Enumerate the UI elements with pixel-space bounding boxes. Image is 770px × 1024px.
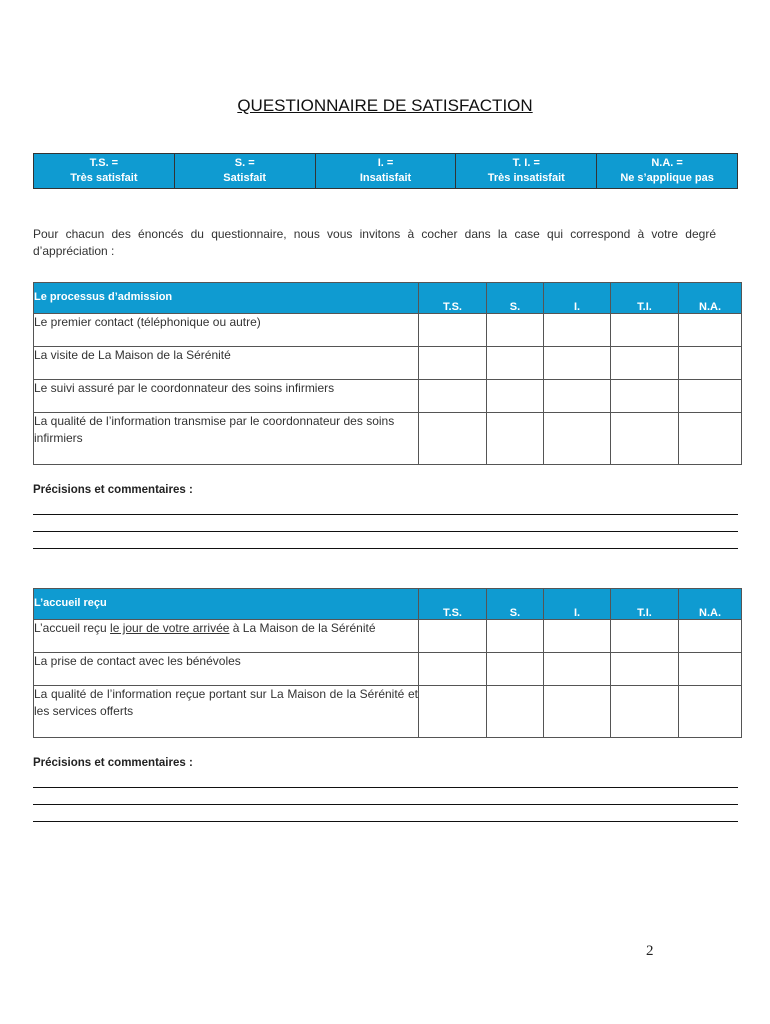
legend-ts (34, 154, 175, 188)
comments-label: Précisions et commentaires : (33, 484, 193, 496)
checkbox-ts[interactable] (419, 686, 487, 738)
col-header-ti: T.I. (611, 589, 679, 620)
checkbox-ts[interactable] (419, 413, 487, 465)
question-text: Le premier contact (téléphonique ou autre) (34, 314, 419, 347)
comment-line[interactable] (33, 548, 738, 549)
legend-meaning: Insatisfait (359, 172, 412, 184)
checkbox-ts[interactable] (419, 314, 487, 347)
col-header-i: I. (544, 589, 611, 620)
checkbox-na[interactable] (679, 347, 742, 380)
checkbox-ti[interactable] (611, 620, 679, 653)
checkbox-na[interactable] (679, 686, 742, 738)
legend-abbr: T.S. = (89, 157, 119, 169)
legend-s (175, 154, 316, 188)
legend-abbr: I. = (377, 157, 394, 169)
comments-label: Précisions et commentaires : (33, 757, 193, 769)
question-text: La prise de contact avec les bénévoles (34, 653, 419, 686)
checkbox-i[interactable] (544, 380, 611, 413)
checkbox-na[interactable] (679, 620, 742, 653)
col-header-ts: T.S. (419, 589, 487, 620)
checkbox-na[interactable] (679, 314, 742, 347)
col-header-ts: T.S. (419, 283, 487, 314)
comment-line[interactable] (33, 514, 738, 515)
checkbox-i[interactable] (544, 686, 611, 738)
checkbox-i[interactable] (544, 314, 611, 347)
question-text: La qualité de l’information reçue portant sur La Maison de la Sérénité et les services offerts (34, 686, 419, 738)
comment-line[interactable] (33, 787, 738, 788)
intro-text: Pour chacun des énoncés du questionnaire, nous vous invitons à cocher dans la case qui correspond à votre degré d’appréciation : (33, 227, 716, 258)
legend-abbr: T. I. = (512, 157, 540, 169)
checkbox-i[interactable] (544, 653, 611, 686)
checkbox-ti[interactable] (611, 686, 679, 738)
question-text: L’accueil reçu le jour de votre arrivée à La Maison de la Sérénité (34, 620, 419, 653)
checkbox-s[interactable] (487, 413, 544, 465)
checkbox-s[interactable] (487, 380, 544, 413)
checkbox-na[interactable] (679, 380, 742, 413)
col-header-s: S. (487, 589, 544, 620)
checkbox-ti[interactable] (611, 314, 679, 347)
comment-line[interactable] (33, 531, 738, 532)
admission-table (33, 282, 742, 465)
col-header-i: I. (544, 283, 611, 314)
page-title: QUESTIONNAIRE DE SATISFACTION (237, 96, 533, 115)
legend-meaning: Ne s’applique pas (620, 172, 714, 184)
col-header-s: S. (487, 283, 544, 314)
table-row (34, 686, 742, 738)
underlined-phrase: le jour de votre arrivée (110, 621, 230, 635)
question-text: Le suivi assuré par le coordonnateur des soins infirmiers (34, 380, 419, 413)
welcome-table (33, 588, 742, 738)
section-title: L’accueil reçu (34, 589, 419, 620)
col-header-ti: T.I. (611, 283, 679, 314)
legend-i (316, 154, 457, 188)
table-row (34, 413, 742, 465)
legend-abbr: N.A. = (651, 157, 683, 169)
checkbox-i[interactable] (544, 413, 611, 465)
comment-line[interactable] (33, 804, 738, 805)
legend-na (597, 154, 737, 188)
checkbox-s[interactable] (487, 653, 544, 686)
checkbox-s[interactable] (487, 620, 544, 653)
col-header-na: N.A. (679, 283, 742, 314)
checkbox-ti[interactable] (611, 413, 679, 465)
legend-abbr: S. = (234, 157, 255, 169)
question-text: La qualité de l’information transmise par le coordonnateur des soins infirmiers (34, 413, 419, 465)
table-row (34, 314, 742, 347)
col-header-na: N.A. (679, 589, 742, 620)
checkbox-s[interactable] (487, 347, 544, 380)
checkbox-i[interactable] (544, 620, 611, 653)
checkbox-ti[interactable] (611, 653, 679, 686)
comment-line[interactable] (33, 821, 738, 822)
question-text: La visite de La Maison de la Sérénité (34, 347, 419, 380)
rating-legend (33, 153, 738, 189)
checkbox-s[interactable] (487, 314, 544, 347)
checkbox-i[interactable] (544, 347, 611, 380)
checkbox-na[interactable] (679, 413, 742, 465)
legend-meaning: Satisfait (223, 172, 267, 184)
legend-meaning: Très insatisfait (487, 172, 565, 184)
table-row (34, 620, 742, 653)
checkbox-ti[interactable] (611, 380, 679, 413)
section-title: Le processus d’admission (34, 283, 419, 314)
checkbox-ts[interactable] (419, 347, 487, 380)
table-row (34, 653, 742, 686)
page-number: 2 (646, 943, 654, 959)
legend-ti (456, 154, 597, 188)
checkbox-ti[interactable] (611, 347, 679, 380)
checkbox-s[interactable] (487, 686, 544, 738)
table-row (34, 380, 742, 413)
legend-meaning: Très satisfait (70, 172, 138, 184)
checkbox-ts[interactable] (419, 653, 487, 686)
checkbox-ts[interactable] (419, 620, 487, 653)
checkbox-ts[interactable] (419, 380, 487, 413)
checkbox-na[interactable] (679, 653, 742, 686)
table-row (34, 347, 742, 380)
